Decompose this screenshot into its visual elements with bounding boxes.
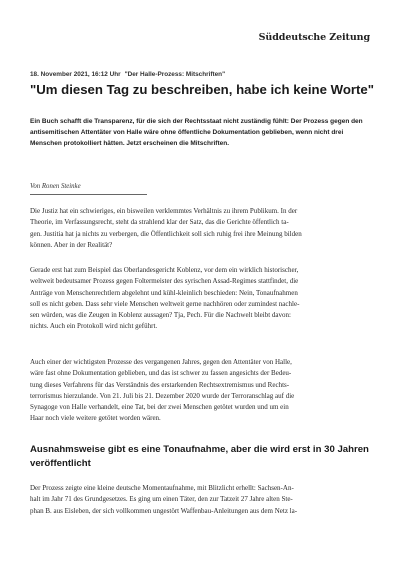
paragraph-line: sen würden, was die Zeugen in Koblenz aussagen? Tja, Pech. Für die Nachwelt bleibt davon:	[30, 311, 291, 320]
paragraph-3	[30, 357, 372, 425]
paragraph-line: weltweit bedeutsamer Prozess gegen Foltermeister des syrischen Assad-Regimes stattfindet, die	[30, 277, 299, 286]
article-headline: "Um diesen Tag zu beschreiben, habe ich keine Worte"	[30, 82, 374, 97]
paragraph-line: wäre fast ohne Dokumentation geblieben, und das ist schwer zu fassen angesichts der Bedeu-	[30, 369, 292, 378]
author-byline[interactable]: Von Ronen Steinke	[30, 183, 81, 190]
paragraph-line: nichts. Auch ein Protokoll wird nicht geführt.	[30, 322, 158, 331]
paragraph-line: können. Aber in der Realität?	[30, 240, 113, 249]
article-date: 18. November 2021, 16:12 Uhr	[30, 71, 121, 78]
paragraph-line: Auch einer der wichtigsten Prozesse des vergangenen Jahres, gegen den Attentäter von Halle,	[30, 358, 292, 366]
paragraph-line: Haar noch viele weitere getötet worden wären.	[30, 414, 161, 423]
paragraph-line: gen. Justitia hat ja nichts zu verbergen, die Öffentlichkeit soll sich ruhig frei ihre Meinung bilden	[30, 229, 302, 238]
brand-logo[interactable]: Süddeutsche Zeitung	[258, 32, 370, 43]
paragraph-line: Der Prozess zeigte eine kleine deutsche Momentaufnahme, mit Blitzlicht erhellt: Sachsen-An-	[30, 484, 294, 492]
article-lead: Ein Buch schafft die Transparenz, für die sich der Rechtsstaat nicht zuständig fühlt: Der Prozess gegen den antisemitischen Attentäter von Halle wäre ohne öffentliche Dokumentation geblieben, wenn nicht drei Menschen protokolliert hätten. Jetzt erscheinen die Mitschriften.	[30, 118, 363, 148]
paragraph-line: Synagoge von Halle verhandelt, eine Tat, bei der zwei Menschen getötet wurden und um ein	[30, 403, 289, 412]
article-kicker: "Der Halle-Prozess: Mitschriften"	[124, 71, 226, 78]
paragraph-1	[30, 206, 372, 251]
paragraph-line: soll es nicht geben. Dass sehr viele Menschen weltweit gerne nachhören oder zumindest nachle-	[30, 299, 300, 308]
paragraph-line: Anträge von Menschenrechtlern abgelehnt und kühl-kleinlich beschieden: Nein, Tonaufnahmen	[30, 288, 298, 297]
paragraph-2	[30, 265, 372, 333]
paragraph-line: halt im Jahr 71 des Grundgesetzes. Es ging um einen Täter, den zur Tatzeit 27 Jahre alten Ste-	[30, 495, 293, 504]
paragraph-4	[30, 483, 372, 517]
paragraph-line: tung dieses Verfahrens für das Verständnis des erstarkenden Rechtsextremismus und Rechts-	[30, 380, 290, 389]
paragraph-line: Die Justiz hat ein schwieriges, ein bisweilen verklemmtes Verhältnis zu ihrem Publikum. In der	[30, 207, 298, 215]
paragraph-line: Theorie, im Verfassungsrecht, steht da strahlend klar der Satz, das die Gerichte öffentlich ta-	[30, 218, 289, 227]
paragraph-line: terrorismus hierzulande. Von 21. Juli bis 21. Dezember 2020 wurde der Terroranschlag auf die	[30, 391, 295, 400]
section-subheading: Ausnahmsweise gibt es eine Tonaufnahme, aber die wird erst in 30 Jahren veröffentlicht	[30, 444, 369, 469]
paragraph-line: phan B. aus Eisleben, der sich vollkommen ungestört Waffenbau-Anleitungen aus dem Netz la-	[30, 506, 298, 515]
paragraph-line: Gerade erst hat zum Beispiel das Oberlandesgericht Koblenz, vor dem ein wirklich historischer,	[30, 266, 299, 274]
byline-divider	[30, 194, 147, 195]
article-meta	[30, 71, 370, 78]
